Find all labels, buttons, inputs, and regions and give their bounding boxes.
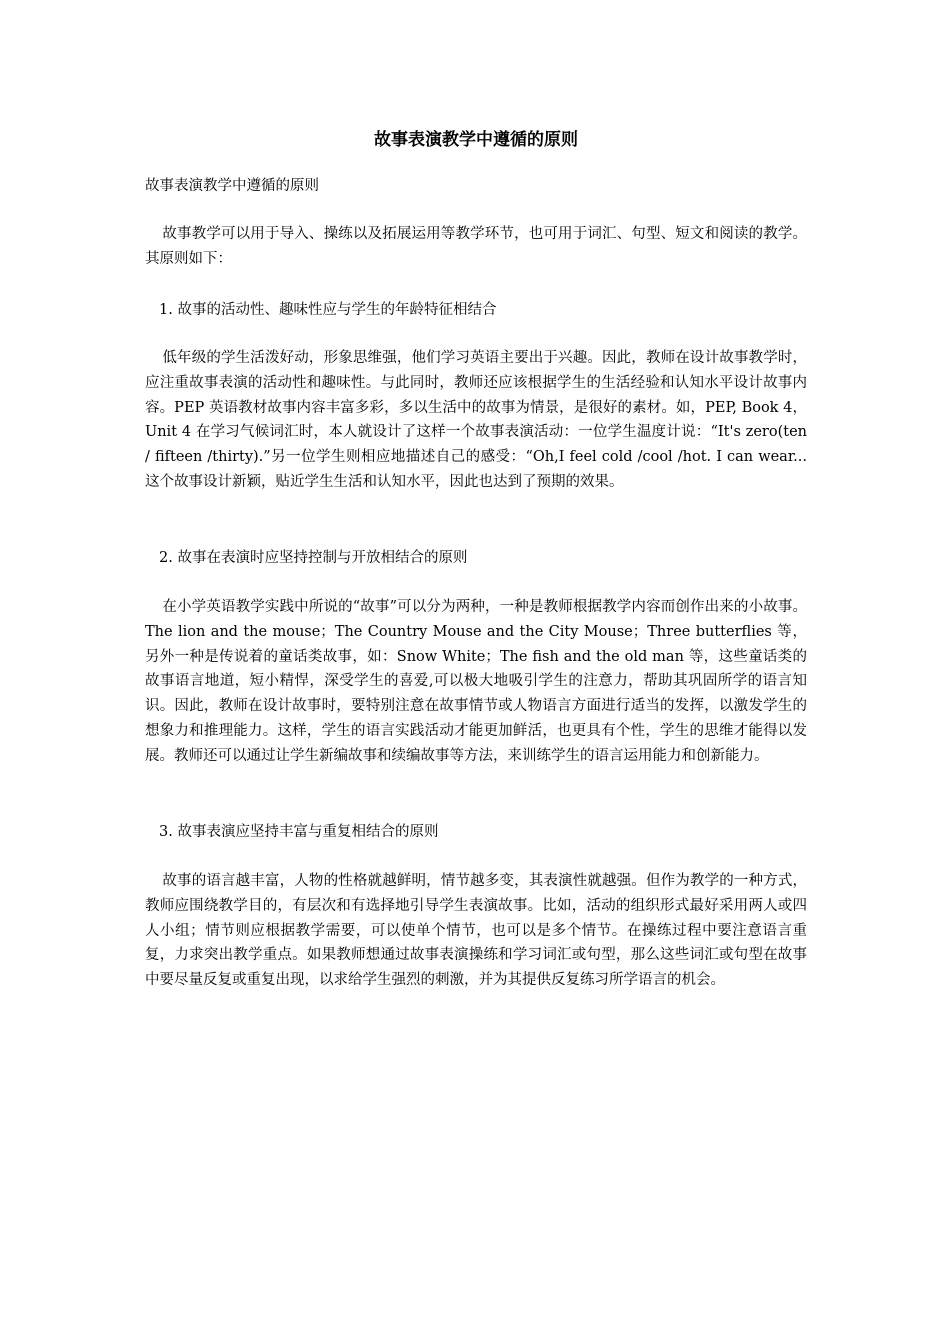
section-3-heading: 3. 故事表演应坚持丰富与重复相结合的原则 bbox=[159, 824, 439, 840]
document-subtitle: 故事表演教学中遵循的原则 bbox=[145, 178, 319, 194]
section-3-body: 故事的语言越丰富，人物的性格就越鲜明，情节越多变，其表演性就越强。但作为教学的一种方式，教师应围绕教学目的，有层次和有选择地引导学生表演故事。比如，活动的组织形式最好采用两人或四人小组；情节则应根据教学需要，可以使单个情节，也可以是多个情节。在操练过程中要注意语言重复，力求突出教学重点。如果教师想通过故事表演操练和学习词汇或句型，那么这些词汇或句型在故事中要尽量反复或重复出现，以求给学生强烈的刺激，并为其提供反复练习所学语言的机会。 bbox=[145, 873, 807, 989]
intro-paragraph: 故事教学可以用于导入、操练以及拓展运用等教学环节，也可用于词汇、句型、短文和阅读的教学。其原则如下： bbox=[145, 226, 807, 267]
section-2-body: 在小学英语教学实践中所说的“故事”可以分为两种，一种是教师根据教学内容而创作出来的小故事。The lion and the mouse；The Country Mouse and the City Mouse；Three butterflies 等，另外一种是传说着的童话类故事，如：Snow White；The fish and the old man 等，这些童话类的故事语言地道，短小精悍，深受学生的喜爱,可以极大地吸引学生的注意力，帮助其巩固所学的语言知识。因此，教师在设计故事时，要特别注意在故事情节或人物语言方面进行适当的发挥，以激发学生的想象力和推理能力。这样，学生的语言实践活动才能更加鲜活，也更具有个性，学生的思维才能得以发展。教师还可以通过让学生新编故事和续编故事等方法，来训练学生的语言运用能力和创新能力。 bbox=[145, 599, 807, 764]
section-1-body: 低年级的学生活泼好动，形象思维强，他们学习英语主要出于兴趣。因此，教师在设计故事教学时，应注重故事表演的活动性和趣味性。与此同时，教师还应该根据学生的生活经验和认知水平设计故事内容。PEP 英语教材故事内容丰富多彩，多以生活中的故事为情景，是很好的素材。如，PEP, Book 4，Unit 4 在学习气候词汇时，本人就设计了这样一个故事表演活动：一位学生温度计说：“It's zero(ten / fifteen /thirty).”另一位学生则相应地描述自己的感受：“Oh,I feel cold /cool /hot. I can wear... 这个故事设计新颖，贴近学生生活和认知水平，因此也达到了预期的效果。 bbox=[145, 350, 807, 490]
document-title: 故事表演教学中遵循的原则 bbox=[374, 130, 578, 150]
section-2-heading: 2. 故事在表演时应坚持控制与开放相结合的原则 bbox=[159, 550, 468, 566]
section-1-heading: 1. 故事的活动性、趣味性应与学生的年龄特征相结合 bbox=[159, 302, 497, 318]
